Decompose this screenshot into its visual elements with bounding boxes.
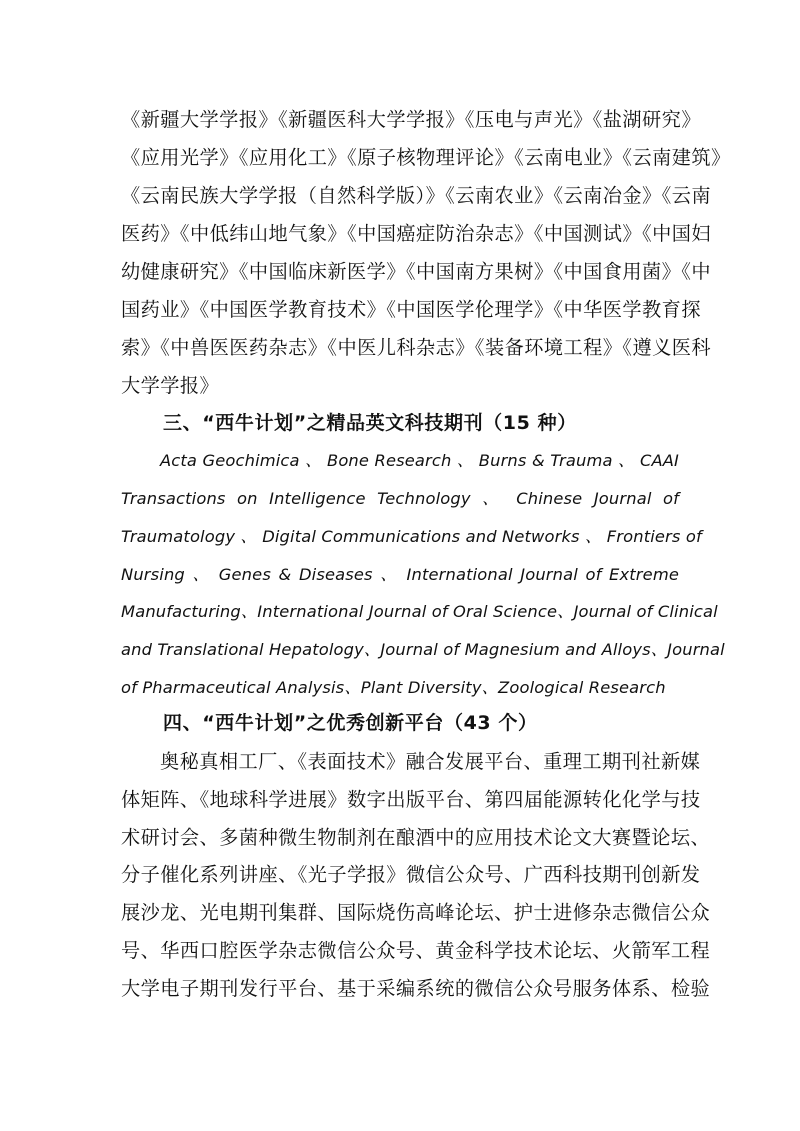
platform-list-line: 展沙龙、光电期刊集群、国际烧伤高峰论坛、护士进修杂志微信公众 bbox=[121, 901, 711, 924]
journal-list-line: 索》《中兽医医药杂志》《中医儿科杂志》《装备环境工程》《遵义医科 bbox=[121, 336, 711, 359]
platform-list-line: 体矩阵、《地球科学进展》数字出版平台、第四届能源转化化学与技 bbox=[121, 788, 701, 811]
english-journal-line: Traumatology 、 Digital Communications and Networks 、 Frontiers of bbox=[121, 527, 702, 546]
journal-list-line: 幼健康研究》《中国临床新医学》《中国南方果树》《中国食用菌》《中 bbox=[121, 260, 711, 283]
journal-list-line: 《应用光学》《应用化工》《原子核物理评论》《云南电业》《云南建筑》 bbox=[121, 146, 731, 169]
journal-list-line: 《云南民族大学学报（自然科学版）》《云南农业》《云南冶金》《云南 bbox=[121, 184, 711, 207]
journal-list-line: 医药》《中低纬山地气象》《中国癌症防治杂志》《中国测试》《中国妇 bbox=[121, 222, 711, 245]
english-journal-line: Nursing 、 Genes & Diseases 、 International Journal of Extreme bbox=[121, 565, 679, 584]
section-heading-english-journals: 三、“西牛计划”之精品英文科技期刊（15 种） bbox=[163, 412, 577, 434]
english-journal-line: Acta Geochimica 、 Bone Research 、 Burns & Trauma 、 CAAI bbox=[160, 451, 679, 470]
platform-list-line: 大学电子期刊发行平台、基于采编系统的微信公众号服务体系、检验 bbox=[121, 977, 711, 1000]
platform-list-line: 号、华西口腔医学杂志微信公众号、黄金科学技术论坛、火箭军工程 bbox=[121, 939, 711, 962]
platform-list-line: 分子催化系列讲座、《光子学报》微信公众号、广西科技期刊创新发 bbox=[121, 863, 701, 886]
english-journal-line: and Translational Hepatology、Journal of Magnesium and Alloys、Journal bbox=[121, 640, 725, 659]
journal-list-line: 大学学报》 bbox=[121, 374, 220, 397]
journal-list-line: 《新疆大学学报》《新疆医科大学学报》《压电与声光》《盐湖研究》 bbox=[121, 108, 701, 131]
english-journal-line: Manufacturing、International Journal of Oral Science、Journal of Clinical bbox=[121, 602, 718, 621]
english-journal-line: Transactions on Intelligence Technology 、 Chinese Journal of bbox=[121, 489, 679, 508]
platform-list-line: 奥秘真相工厂、《表面技术》融合发展平台、重理工期刊社新媒 bbox=[160, 750, 701, 773]
journal-list-line: 国药业》《中国医学教育技术》《中国医学伦理学》《中华医学教育探 bbox=[121, 298, 701, 321]
platform-list-line: 术研讨会、多菌种微生物制剂在酿酒中的应用技术论文大赛暨论坛、 bbox=[121, 826, 711, 849]
english-journal-line: of Pharmaceutical Analysis、Plant Diversity、Zoological Research bbox=[121, 678, 666, 697]
section-heading-innovation-platforms: 四、“西牛计划”之优秀创新平台（43 个） bbox=[163, 712, 538, 734]
